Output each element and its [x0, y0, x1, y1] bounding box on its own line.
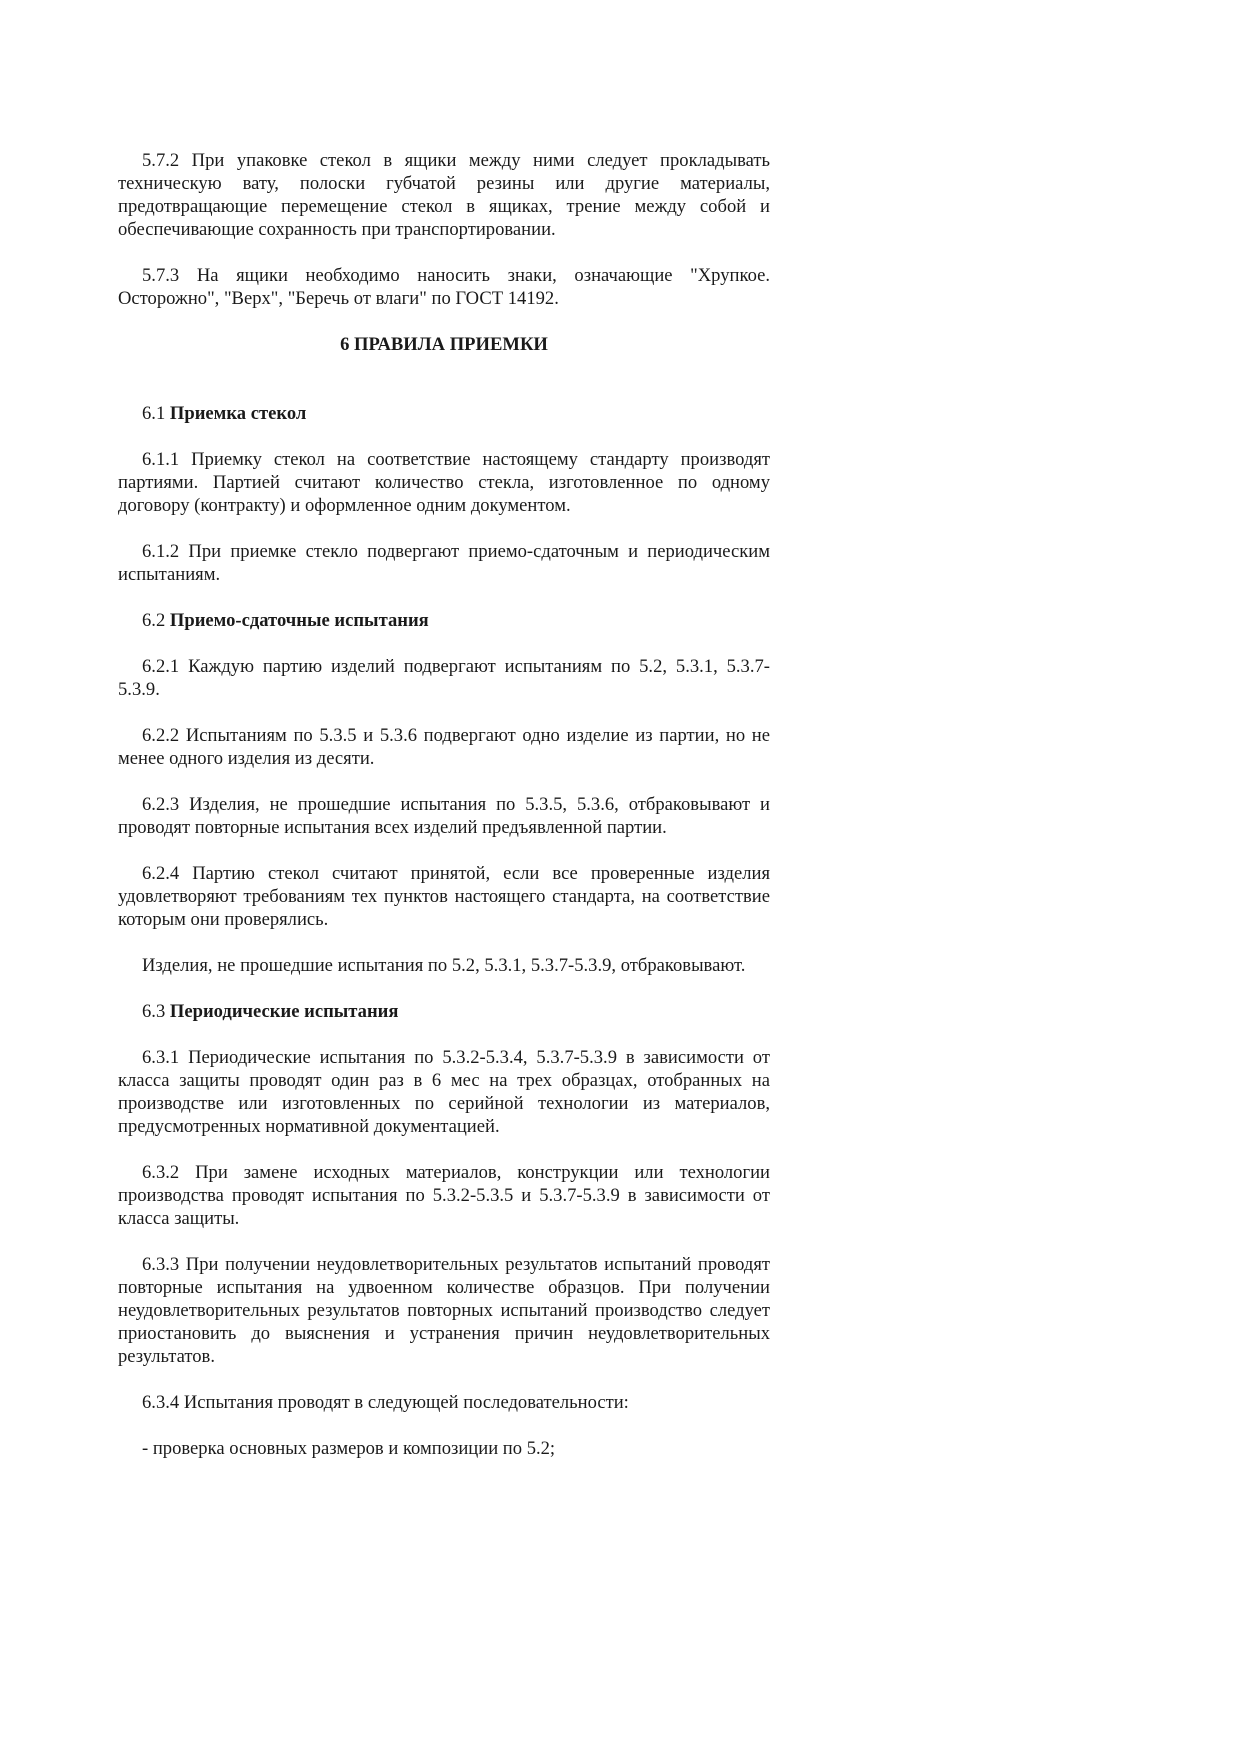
paragraph-6-3-2: 6.3.2 При замене исходных материалов, конструкции или технологии производства проводят испытания по 5.3.2-5.3.5 и 5.3.7-5.3.9 в зависимости от класса защиты.	[118, 1162, 770, 1229]
paragraph-6-3-1: 6.3.1 Периодические испытания по 5.3.2-5.3.4, 5.3.7-5.3.9 в зависимости от класса защиты проводят один раз в 6 мес на трех образцах, отобранных на производстве или изготовленных по серийной технологии из материалов, предусмотренных нормативной документацией.	[118, 1047, 770, 1137]
subsection-6-2-number: 6.2	[142, 610, 166, 631]
paragraph-6-2-4: 6.2.4 Партию стекол считают принятой, если все проверенные изделия удовлетворяют требованиям тех пунктов настоящего стандарта, на соответствие которым они проверялись.	[118, 863, 770, 930]
subsection-6-3-number: 6.3	[142, 1001, 166, 1022]
subsection-6-3	[118, 1000, 770, 1023]
subsection-6-1-title: Приемка стекол	[169, 403, 307, 424]
section-heading: 6 ПРАВИЛА ПРИЕМКИ	[340, 334, 548, 355]
paragraph-5-7-2: 5.7.2 При упаковке стекол в ящики между ними следует прокладывать техническую вату, полоски губчатой резины или другие материалы, предотвращающие перемещение стекол в ящиках, трение между собой и обеспечивающие сохранность при транспортировании.	[118, 150, 770, 240]
paragraph-5-7-3: 5.7.3 На ящики необходимо наносить знаки, означающие "Хрупкое. Осторожно", "Верх", "Беречь от влаги" по ГОСТ 14192.	[118, 265, 770, 309]
subsection-6-1	[118, 402, 770, 425]
subsection-6-2	[118, 609, 770, 632]
subsection-6-1-number: 6.1	[142, 403, 166, 424]
paragraph-6-1-1: 6.1.1 Приемку стекол на соответствие настоящему стандарту производят партиями. Партией считают количество стекла, изготовленное по одному договору (контракту) и оформленное одним документом.	[118, 449, 770, 516]
paragraph-6-1-2: 6.1.2 При приемке стекло подвергают приемо-сдаточным и периодическим испытаниям.	[118, 541, 770, 585]
document-body	[118, 149, 770, 1460]
paragraph-6-2-1: 6.2.1 Каждую партию изделий подвергают испытаниям по 5.2, 5.3.1, 5.3.7-5.3.9.	[118, 656, 770, 700]
paragraph-6-2-4-rejects: Изделия, не прошедшие испытания по 5.2, 5.3.1, 5.3.7-5.3.9, отбраковывают.	[142, 955, 746, 976]
paragraph-6-3-4: 6.3.4 Испытания проводят в следующей последовательности:	[142, 1392, 629, 1413]
paragraph-6-2-2: 6.2.2 Испытаниям по 5.3.5 и 5.3.6 подвергают одно изделие из партии, но не менее одного изделия из десяти.	[118, 725, 770, 769]
paragraph-6-2-3: 6.2.3 Изделия, не прошедшие испытания по 5.3.5, 5.3.6, отбраковывают и проводят повторные испытания всех изделий предъявленной партии.	[118, 794, 770, 838]
subsection-6-2-title: Приемо-сдаточные испытания	[169, 610, 429, 631]
subsection-6-3-title: Периодические испытания	[169, 1001, 399, 1022]
paragraph-6-3-3: 6.3.3 При получении неудовлетворительных результатов испытаний проводят повторные испытания на удвоенном количестве образцов. При получении неудовлетворительных результатов повторных испытаний производство следует приостановить до выяснения и устранения причин неудовлетворительных результатов.	[118, 1254, 770, 1367]
list-item: - проверка основных размеров и композиции по 5.2;	[142, 1438, 556, 1459]
